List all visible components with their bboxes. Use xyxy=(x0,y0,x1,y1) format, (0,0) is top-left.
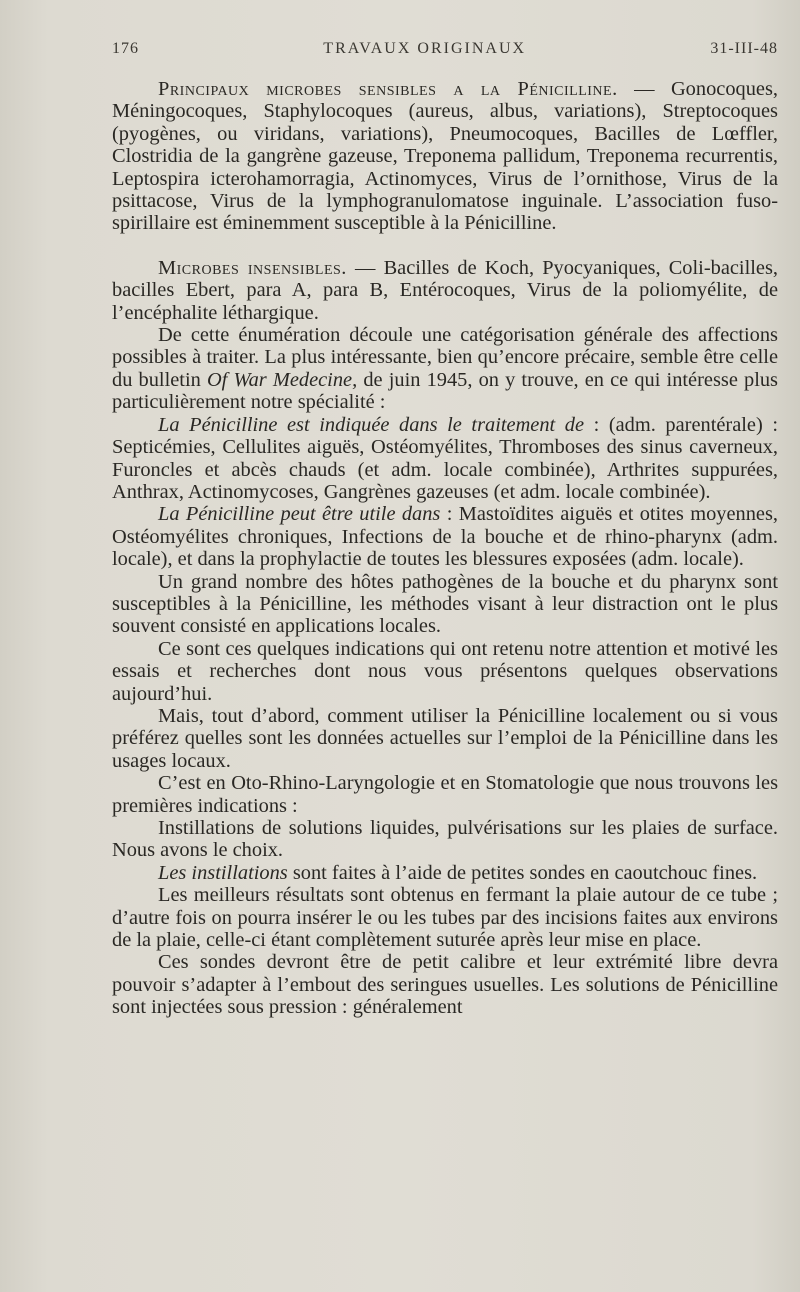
paragraph-text: C’est en Oto-Rhino-Laryngologie et en Stomatologie que nous trouvons les premières indications : xyxy=(112,772,778,817)
section-lead: Principaux microbes sensibles a la Pénicilline. xyxy=(158,78,618,100)
paragraph-mouth-pharynx xyxy=(112,571,778,638)
bulletin-title: Of War Medecine, xyxy=(206,368,358,391)
italic-lead: La Pénicilline est indiquée dans le traitement de xyxy=(158,413,585,436)
paragraph-indications xyxy=(112,638,778,705)
paragraph-sensitive-microbes xyxy=(112,78,778,235)
paragraph-text: sont faites à l’aide de petites sondes en caoutchouc fines. xyxy=(287,861,758,884)
paragraph-indicated xyxy=(112,414,778,504)
paragraph-probes xyxy=(112,951,778,1018)
paragraph-results xyxy=(112,884,778,951)
paragraph-text: Un grand nombre des hôtes pathogènes de la bouche et du pharynx sont susceptibles à la Pénicilline, les méthodes visant à leur distraction ont le plus souvent consisté en applications locales. xyxy=(112,570,778,638)
paragraph-instillations xyxy=(112,862,778,884)
paragraph-text: de juin 1945, on y trouve, en ce qui intéresse plus particulièrement notre spécialité : xyxy=(112,368,778,414)
paragraph-text: Mais, tout d’abord, comment utiliser la Pénicilline localement ou si vous préférez quelles sont les données actuelles sur l’emploi de la Pénicilline dans les usages locaux. xyxy=(112,704,778,772)
paragraph-text: Ce sont ces quelques indications qui ont retenu notre attention et motivé les essais et recherches dont nous vous présentons quelques observations aujourd’hui. xyxy=(112,637,778,705)
paragraph-text: — Bacilles de Koch, Pyocyaniques, Coli-bacilles, bacilles Ebert, para A, para B, Entérocoques, Virus de la poliomyélite, de l’encéphalite léthargique. xyxy=(112,256,778,324)
italic-lead: Les instillations xyxy=(158,861,288,884)
paragraph-orl xyxy=(112,772,778,817)
header-date: 31-III-48 xyxy=(710,40,778,57)
paragraph-instillations-choice xyxy=(112,817,778,862)
paragraph-text: Instillations de solutions liquides, pulvérisations sur les plaies de surface. Nous avons le choix. xyxy=(112,817,778,862)
paragraph-text: Les meilleurs résultats sont obtenus en fermant la plaie autour de ce tube ; d’autre fois on pourra insérer le ou les tubes par des incisions faites aux environs de la plaie, celle-ci étant complètement suturée après leur mise en place. xyxy=(112,884,778,952)
body-text xyxy=(112,78,778,1019)
paragraph-useful xyxy=(112,503,778,570)
running-header xyxy=(112,40,778,58)
paragraph-text: : (adm. parentérale) : Septicémies, Cellulites aiguës, Ostéomyélites, Thromboses des sinus caverneux, Furoncles et abcès chauds (et adm. locale combinée), Arthrites suppurées, Anthrax, Actinomycoses, Gangrènes gazeuses (et adm. locale combinée). xyxy=(112,413,778,503)
paragraph-text: De cette énumération découle une catégorisation générale des affections possibles à traiter. La plus intéressante, bien qu’encore précaire, semble être celle du bulletin xyxy=(112,324,778,391)
section-lead: Microbes insensibles. xyxy=(158,256,347,279)
running-title: TRAVAUX ORIGINAUX xyxy=(323,40,527,57)
paragraph-insensitive-microbes xyxy=(112,257,778,324)
paragraph-text: Ces sondes devront être de petit calibre et leur extrémité libre devra pouvoir s’adapter à l’embout des seringues usuelles. Les solutions de Pénicilline sont injectées sous pression : généralement xyxy=(112,951,778,1019)
page-number: 176 xyxy=(112,40,139,57)
paragraph-text: : Mastoïdites aiguës et otites moyennes, Ostéomyélites chroniques, Infections de la bouche et de rhino-pharynx (adm. locale), et dans la prophylactie de toutes les blessures exposées (adm. locale). xyxy=(112,503,778,571)
paragraph-text: — Gonocoques, Méningocoques, Staphylocoques (aureus, albus, variations), Streptocoques (pyogènes, ou viridans, variations), Pneumocoques, Bacilles de Lœffler, Clostridia de la gangrène gazeuse, Treponema pallidum, Treponema recurrentis, Leptospira icterohamorragia, Actinomyces, Virus de l’ornithose, Virus de la psittacose, Virus de la lymphogranulomatose inguinale. L’association fuso-spirillaire est éminemment susceptible à la Pénicilline. xyxy=(112,78,778,235)
paragraph-categorisation xyxy=(112,324,778,414)
italic-lead: La Pénicilline peut être utile dans xyxy=(158,503,441,526)
paragraph-local-use xyxy=(112,705,778,772)
